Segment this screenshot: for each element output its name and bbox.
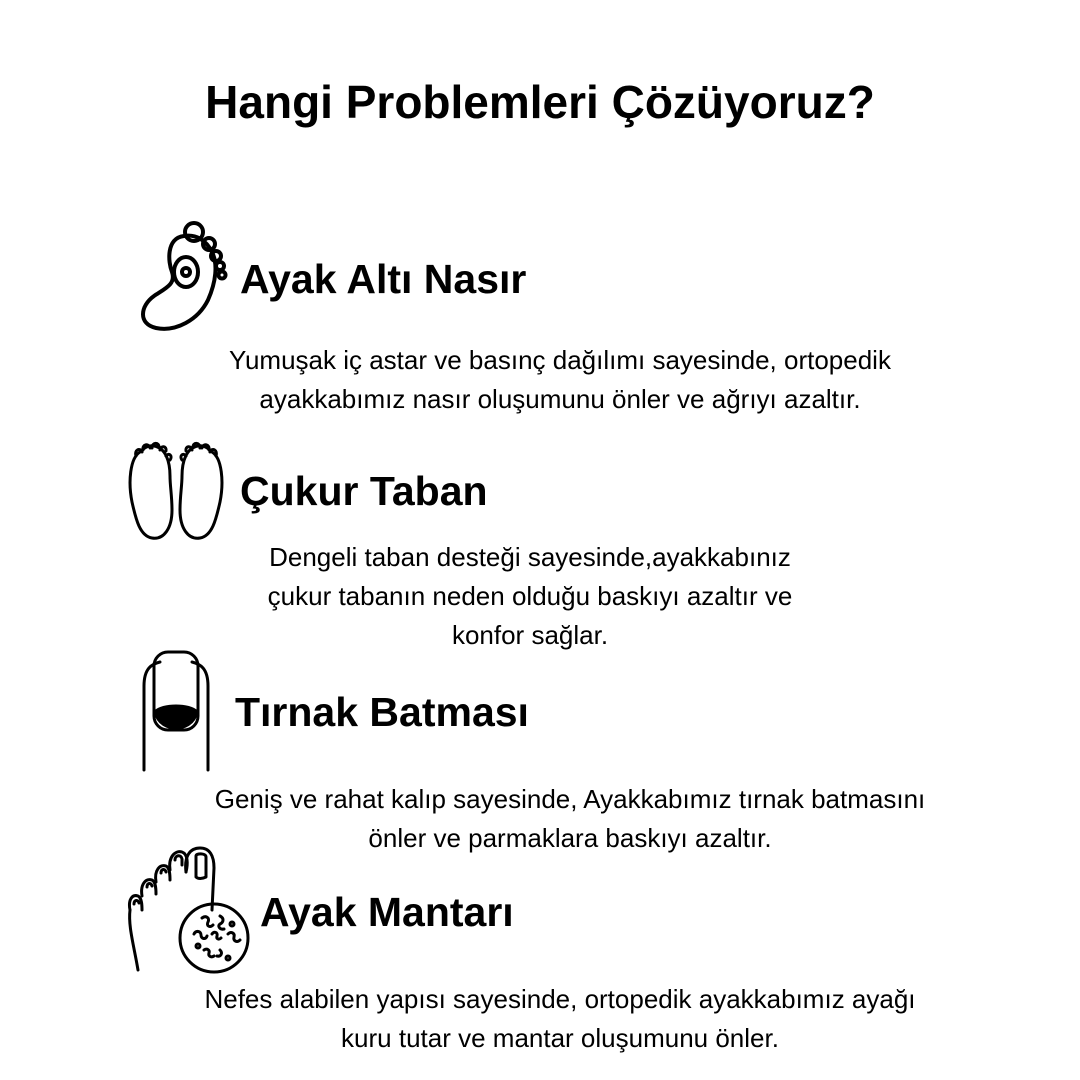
desc-line: çukur tabanın neden olduğu baskıyı azaltır ve	[267, 581, 793, 611]
page-title: Hangi Problemleri Çözüyoruz?	[205, 76, 875, 128]
problem-desc-ingrown-nail	[170, 780, 970, 858]
problem-desc-fungus	[140, 980, 980, 1058]
problem-title-flat-feet: Çukur Taban	[240, 468, 488, 514]
desc-line: önler ve parmaklara baskıyı azaltır.	[368, 823, 772, 853]
flat-feet-icon	[126, 436, 226, 544]
desc-line: Yumuşak iç astar ve basınç dağılımı sayesinde, ortopedik	[229, 345, 891, 375]
ingrown-nail-icon	[138, 648, 214, 774]
desc-line: Geniş ve rahat kalıp sayesinde, Ayakkabımız tırnak batmasını	[214, 784, 926, 814]
problem-desc-callus	[160, 341, 960, 419]
foot-callus-icon	[136, 220, 232, 332]
problem-title-fungus: Ayak Mantarı	[260, 889, 514, 935]
problem-title-callus: Ayak Altı Nasır	[240, 256, 527, 302]
desc-line: ayakkabımız nasır oluşumunu önler ve ağrıyı azaltır.	[259, 384, 861, 414]
problem-title-ingrown-nail: Tırnak Batması	[235, 689, 529, 735]
desc-line: Nefes alabilen yapısı sayesinde, ortopedik ayakkabımız ayağı	[204, 984, 916, 1014]
desc-line: kuru tutar ve mantar oluşumunu önler.	[341, 1023, 779, 1053]
foot-fungus-icon	[124, 846, 254, 976]
desc-line: konfor sağlar.	[451, 620, 609, 650]
problem-desc-flat-feet	[160, 538, 900, 655]
desc-line: Dengeli taban desteği sayesinde,ayakkabınız	[269, 542, 791, 572]
